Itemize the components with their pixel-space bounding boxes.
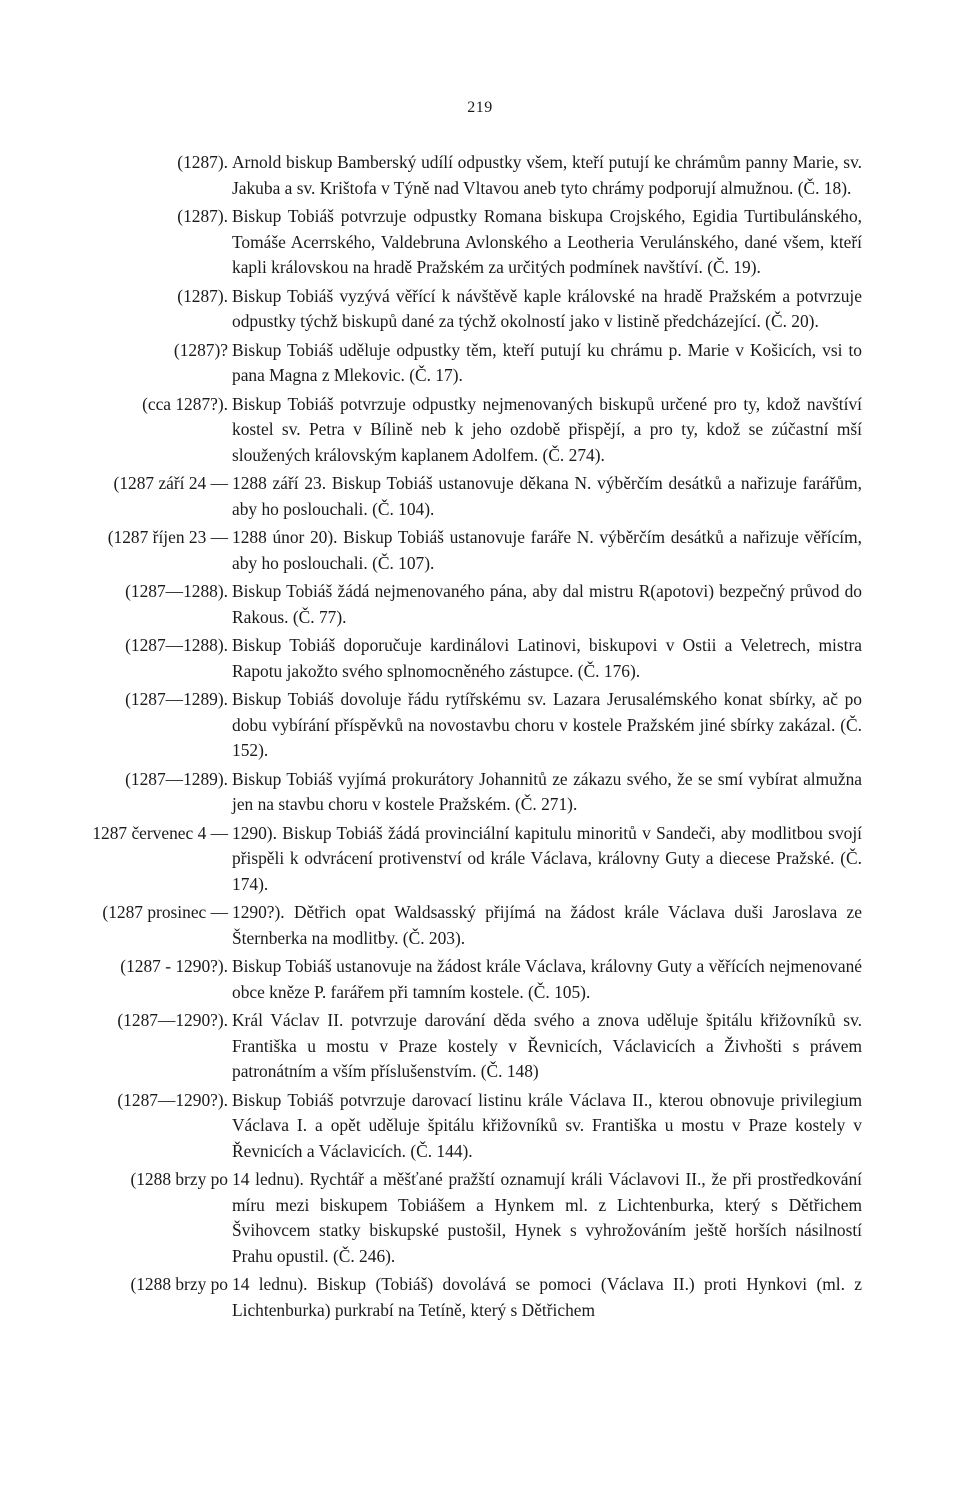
entry-text: 1288 září 23. Biskup Tobiáš ustanovuje děkana N. výběrčím desátků a nařizuje farářům, aby ho poslouchali. (Č. 104).	[232, 473, 862, 519]
entry-text: Biskup Tobiáš uděluje odpustky těm, kteří putují ku chrámu p. Marie v Košicích, vsi to pana Magna z Mlekovic. (Č. 17).	[232, 339, 862, 385]
entry-text: 1288 únor 20). Biskup Tobiáš ustanovuje faráře N. výběrčím desátků a nařizuje věřícím, aby ho poslouchali. (Č. 107).	[232, 527, 862, 573]
entry-date-label: (1287)?	[173, 339, 228, 360]
entry-18	[0, 1272, 960, 1323]
entry-date-label: (1287—1289).	[125, 689, 228, 709]
entry-text: 1290). Biskup Tobiáš žádá provinciální kapitulu minoritů v Sandeči, aby modlitbou svojí přispěli k odvrácení protivenství od krále Václava, královny Guty a diecese Pražské. (Č. 174).	[232, 822, 862, 894]
entry-date-label: (1287—1290?).	[117, 1010, 228, 1030]
entry-text: Biskup Tobiáš potvrzuje darovací listinu krále Václava II., kterou obnovuje privilegium Václava I. a opět uděluje špitálu křižovníků sv. Františka u mostu v Praze kostely v Řevnicích a Václavicích. (Č. 144).	[232, 1089, 862, 1161]
entry-6	[0, 471, 960, 522]
entry-date-label: (1287 prosinec —	[102, 902, 228, 922]
entry-date-label: (1287 - 1290?).	[120, 956, 228, 976]
entry-text: Biskup Tobiáš žádá nejmenovaného pána, aby dal mistru R(apotovi) bezpečný průvod do Rakous. (Č. 77).	[232, 581, 862, 627]
entry-5	[0, 392, 960, 469]
entry-1	[0, 150, 960, 201]
entry-date-label: (1287 září 24 —	[113, 473, 228, 493]
entry-text: 14 lednu). Biskup (Tobiáš) dovolává se pomoci (Václava II.) proti Hynkovi (ml. z Lichtenburka) purkrabí na Tetíně, který s Dětřichem	[232, 1274, 862, 1320]
entry-text: Král Václav II. potvrzuje darování děda svého a znova uděluje špitálu křižovníků sv. Františka u mostu v Praze kostely v Řevnicích, Václavicích a Živhošti s právem patronátním a vším příslušenstvím. (Č. 148)	[232, 1010, 862, 1081]
entry-17	[0, 1167, 960, 1269]
entry-date-label: 1287 červenec 4 —	[92, 822, 228, 843]
entry-7	[0, 525, 960, 576]
entry-13	[0, 900, 960, 951]
entry-date-label: (1287—1289).	[125, 768, 228, 789]
entry-text: Biskup Tobiáš vyjímá prokurátory Johannitů ze zákazu svého, že se smí vybírat almužna jen na stavbu choru v kostele Pražském. (Č. 271).	[232, 768, 862, 814]
entry-text: Biskup Tobiáš ustanovuje na žádost krále Václava, královny Guty a věřících nejmenované obce kněze P. farářem při tamním kostele. (Č. 105).	[232, 956, 862, 1002]
entry-text: Biskup Tobiáš doporučuje kardinálovi Latinovi, biskupovi v Ostii a Veletrech, mistra Rapotu jakožto svého splnomocněného zástupce. (Č. 176).	[232, 635, 862, 681]
entry-date-label: (1288 brzy po	[130, 1169, 228, 1189]
entry-10	[0, 687, 960, 764]
entry-8	[0, 579, 960, 630]
entry-text: Biskup Tobiáš vyzývá věřící k návštěvě kaple královské na hradě Pražském a potvrzuje odpustky týchž biskupů dané za týchž okolností jako v listině předcházející. (Č. 20).	[232, 285, 862, 331]
entry-14	[0, 954, 960, 1005]
entry-date-label: (1287—1290?).	[117, 1089, 228, 1110]
entry-text: Biskup Tobiáš potvrzuje odpustky Romana biskupa Crojského, Egidia Turtibulánského, Tomáše Acerrského, Valdebruna Avlonského a Leotheria Verulánského, dané všem, kteří kapli královskou na hradě Pražském za určitých podmínek navštíví. (Č. 19).	[232, 206, 862, 277]
entry-date-label: (1287).	[177, 152, 228, 172]
entry-2	[0, 204, 960, 281]
entry-text: Biskup Tobiáš dovoluje řádu rytířskému sv. Lazara Jerusalémského konat sbírky, ač po dobu vybírání příspěvků na novostavbu choru v kostele Pražském jiné sbírky zakázal. (Č. 152).	[232, 689, 862, 760]
entry-date-label: (1287—1288).	[125, 581, 228, 601]
entry-date-label: (1287).	[177, 206, 228, 226]
entry-text: Biskup Tobiáš potvrzuje odpustky nejmenovaných biskupů určené pro ty, kdož navštíví kostel sv. Petra v Bílině neb k jeho ozdobě přispějí, a pro ty, kdož se zúčastní mší sloužených královským kaplanem Adolfem. (Č. 274).	[232, 393, 862, 465]
entry-12	[0, 821, 960, 898]
entry-16	[0, 1088, 960, 1165]
entry-text: 1290?). Dětřich opat Waldsasský přijímá na žádost krále Václava duši Jaroslava ze Šternberka na modlitby. (Č. 203).	[232, 902, 862, 948]
entry-date-label: (1288 brzy po	[130, 1274, 228, 1294]
entry-15	[0, 1008, 960, 1085]
entry-text: 14 lednu). Rychtář a měšťané pražští oznamují králi Václavovi II., že při prostředkování míru mezi biskupem Tobiášem a Hynkem ml. z Lichtenburka, který s Dětřichem Švihovcem statky biskupské pustošil, Hynek s vyhrožováním ještě horších násilností Prahu opustil. (Č. 246).	[232, 1169, 862, 1266]
entry-date-label: (1287 říjen 23 —	[107, 527, 228, 547]
entry-11	[0, 767, 960, 818]
entry-date-label: (1287).	[177, 285, 228, 306]
entry-4	[0, 338, 960, 389]
entry-text: Arnold biskup Bamberský udílí odpustky všem, kteří putují ke chrámům panny Marie, sv. Jakuba a sv. Krištofa v Týně nad Vltavou aneb tyto chrámy podporují almužnou. (Č. 18).	[232, 152, 862, 198]
document-body	[0, 150, 960, 1326]
entry-date-label: (cca 1287?).	[142, 393, 228, 414]
entry-9	[0, 633, 960, 684]
entry-date-label: (1287—1288).	[125, 635, 228, 655]
entry-3	[0, 284, 960, 335]
page-number: 219	[467, 99, 493, 116]
